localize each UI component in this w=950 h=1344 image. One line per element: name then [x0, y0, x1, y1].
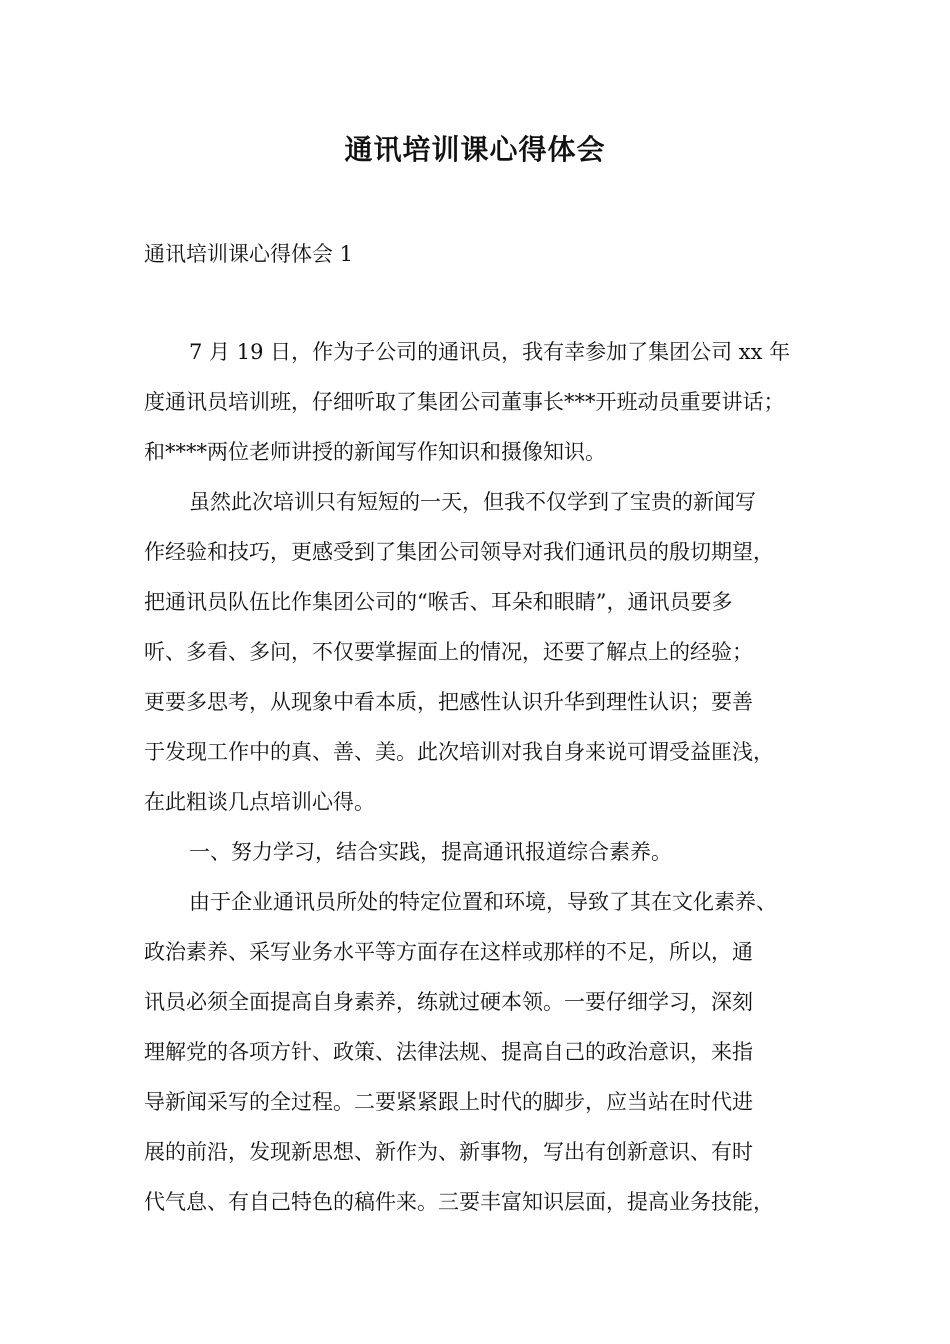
- paragraph-line: 把通讯员队伍比作集团公司的“喉舌、耳朵和眼睛”，通讯员要多: [144, 590, 733, 614]
- paragraph-line: 度通讯员培训班，仔细听取了集团公司董事长***开班动员重要讲话；: [144, 390, 785, 414]
- paragraph-line: 和****两位老师讲授的新闻写作知识和摄像知识。: [144, 440, 606, 464]
- paragraph-line: 7 月 19 日，作为子公司的通讯员，我有幸参加了集团公司 xx 年: [189, 340, 791, 364]
- paragraph-line: 由于企业通讯员所处的特定位置和环境，导致了其在文化素养、: [189, 890, 777, 914]
- paragraph-line: 听、多看、多问，不仅要掌握面上的情况，还要了解点上的经验；: [144, 640, 753, 664]
- section-heading: 通讯培训课心得体会 1: [144, 242, 354, 266]
- paragraph-line: 理解党的各项方针、政策、法律法规、提高自己的政治意识，来指: [144, 1040, 753, 1064]
- paragraph-line: 更要多思考，从现象中看本质，把感性认识升华到理性认识；要善: [144, 690, 753, 714]
- paragraph-line: 导新闻采写的全过程。二要紧紧跟上时代的脚步，应当站在时代进: [144, 1090, 753, 1114]
- paragraph-line: 在此粗谈几点培训心得。: [144, 790, 375, 814]
- paragraph-line: 于发现工作中的真、善、美。此次培训对我自身来说可谓受益匪浅，: [144, 740, 774, 764]
- paragraph-line: 讯员必须全面提高自身素养，练就过硬本领。一要仔细学习，深刻: [144, 990, 753, 1014]
- paragraph-line: 展的前沿，发现新思想、新作为、新事物，写出有创新意识、有时: [144, 1140, 753, 1164]
- section-heading-one: 一、努力学习，结合实践，提高通讯报道综合素养。: [189, 840, 672, 864]
- paragraph-line: 作经验和技巧，更感受到了集团公司领导对我们通讯员的殷切期望，: [144, 540, 774, 564]
- paragraph-line: 政治素养、采写业务水平等方面存在这样或那样的不足，所以，通: [144, 940, 753, 964]
- document-title: 通讯培训课心得体会: [344, 133, 606, 166]
- paragraph-line: 虽然此次培训只有短短的一天，但我不仅学到了宝贵的新闻写: [189, 490, 756, 514]
- paragraph-line: 代气息、有自己特色的稿件来。三要丰富知识层面，提高业务技能，: [144, 1190, 774, 1214]
